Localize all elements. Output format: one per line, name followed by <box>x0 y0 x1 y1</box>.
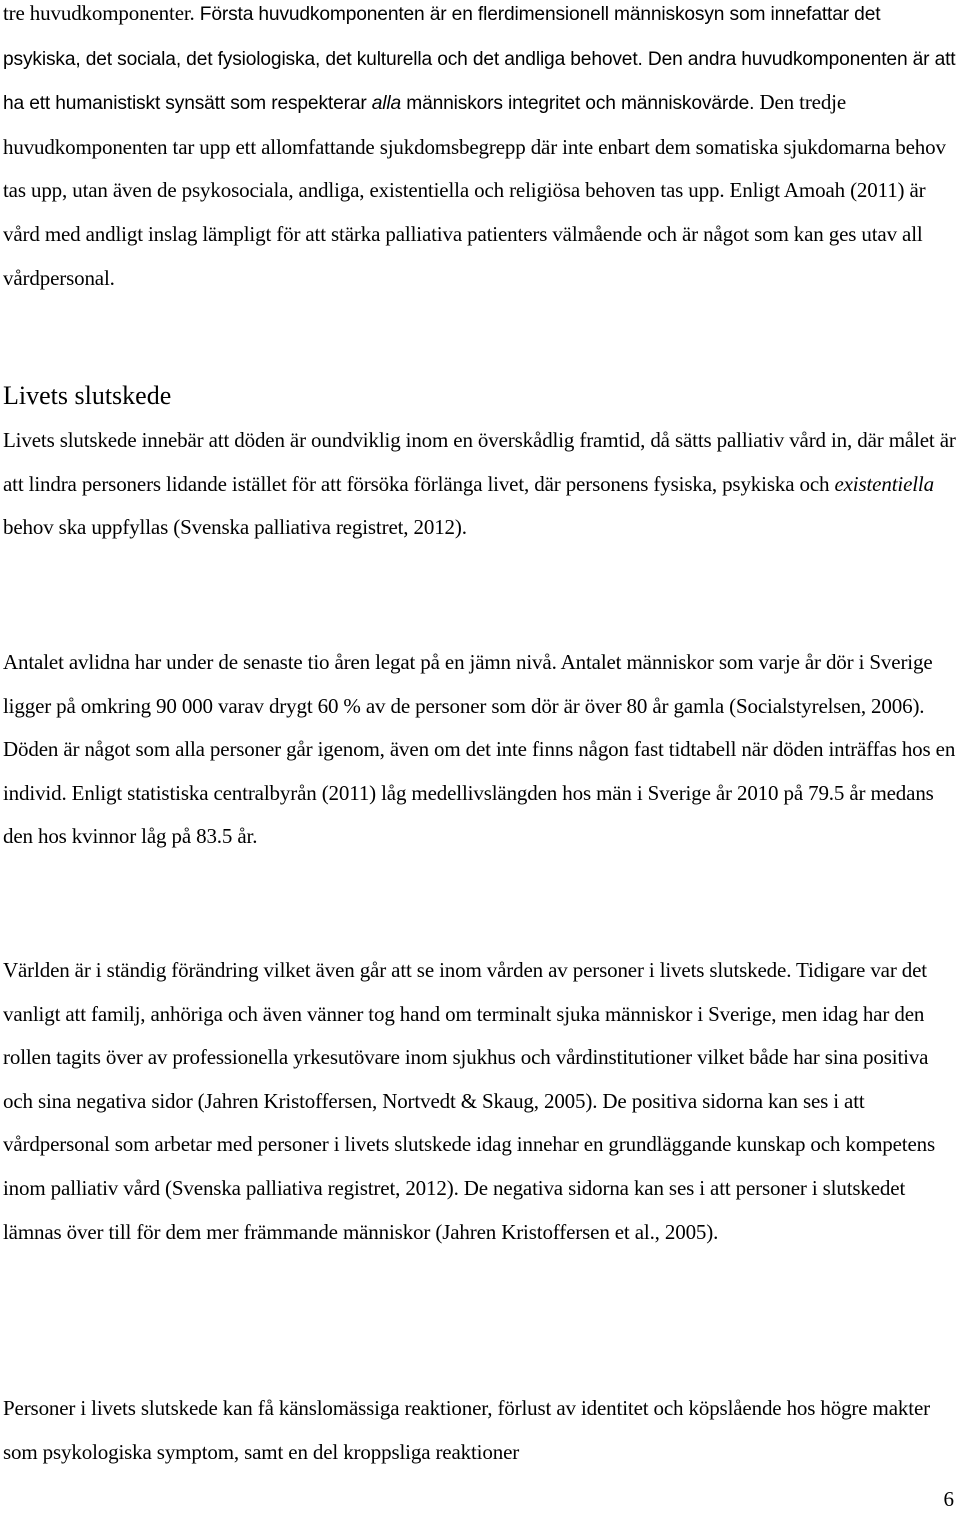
section-heading: Livets slutskede <box>3 381 172 410</box>
emphasis-text: existentiella <box>834 471 934 496</box>
text-run: Världen är i ständig förändring vilket även går att se inom vården av personer i livets slutskede. Tidigare var det vanligt att familj, anhöriga och även vänner tog hand om terminalt sjuka människor i Sverige, men idag har den rollen tagits över av professionella yrkesutövare inom sjukhus och vårdinstitutioner vilket både har sina positiva och sina negativa sidor (Jahren Kristoffersen, Nortvedt & Skaug, 2005). De positiva sidorna kan ses i att vårdpersonal som arbetar med personer i livets slutskede idag innehar en grundläggande kunskap och kompetens inom palliativ vård (Svenska palliativa registret, 2012). De negativa sidorna kan ses i att personer i slutskedet lämnas över till för dem mer främmande människor (Jahren Kristoffersen et al., 2005). <box>3 958 936 1244</box>
page-number: 6 <box>943 1487 954 1511</box>
text-run: Antalet avlidna har under de senaste tio åren legat på en jämn nivå. Antalet människor som varje år dör i Sverige ligger på omkring 90 000 varav drygt 60 % av de personer som dör är över 80 år gamla (Socialstyrelsen, 2006). Döden är något som alla personer går igenom, även om det inte finns någon fast tidtabell när döden inträffas hos en individ. Enligt statistiska centralbyrån (2011) låg medellivslängden hos män i Sverige år 2010 på 79.5 år medans den hos kvinnor låg på 83.5 år. <box>3 650 956 849</box>
paragraph-care-change <box>3 949 957 1254</box>
text-run: behov ska uppfyllas (Svenska palliativa registret, 2012). <box>3 515 467 540</box>
text-run: Första huvudkomponenten är en flerdimensionell människosyn som innefattar det psykiska, det sociala, det fysiologiska, det kulturella och det andliga behovet. Den andra huvudkomponenten är att ha ett humanistiskt synsätt som respekterar <box>3 4 956 115</box>
text-run: tre huvudkomponenter. <box>3 1 200 25</box>
text-run: Personer i livets slutskede kan få känslomässiga reaktioner, förlust av identitet och köpslående hos högre makter som psykologiska symptom, samt en del kroppsliga reaktioner <box>3 1396 930 1464</box>
text-run: Enligt Amoah (2011) är vård med andligt inslag lämpligt för att stärka palliativa patienters välmående och är något som kan ges utav all vårdpersonal. <box>3 178 926 290</box>
text-run: Livets slutskede innebär att döden är oundviklig inom en överskådlig framtid, då sätts palliativ vård in, där målet är att lindra personers lidande istället för att försöka förlänga livet, där personens fysiska, psykiska och <box>3 428 956 496</box>
paragraph-components <box>3 0 957 300</box>
text-run: Den tredje huvudkomponenten tar upp ett allomfattande sjukdomsbegrepp där inte enbart dem somatiska sjukdomarna behov tas upp, utan även de psykosociala, andliga, existentiella och religiösa behoven tas upp. <box>3 90 946 203</box>
text-run: människors integritet och människovärde. <box>401 93 760 115</box>
emphasis-text: alla <box>371 93 402 115</box>
paragraph-definition <box>3 419 957 550</box>
paragraph-statistics <box>3 641 957 859</box>
paragraph-reactions <box>3 1387 957 1474</box>
